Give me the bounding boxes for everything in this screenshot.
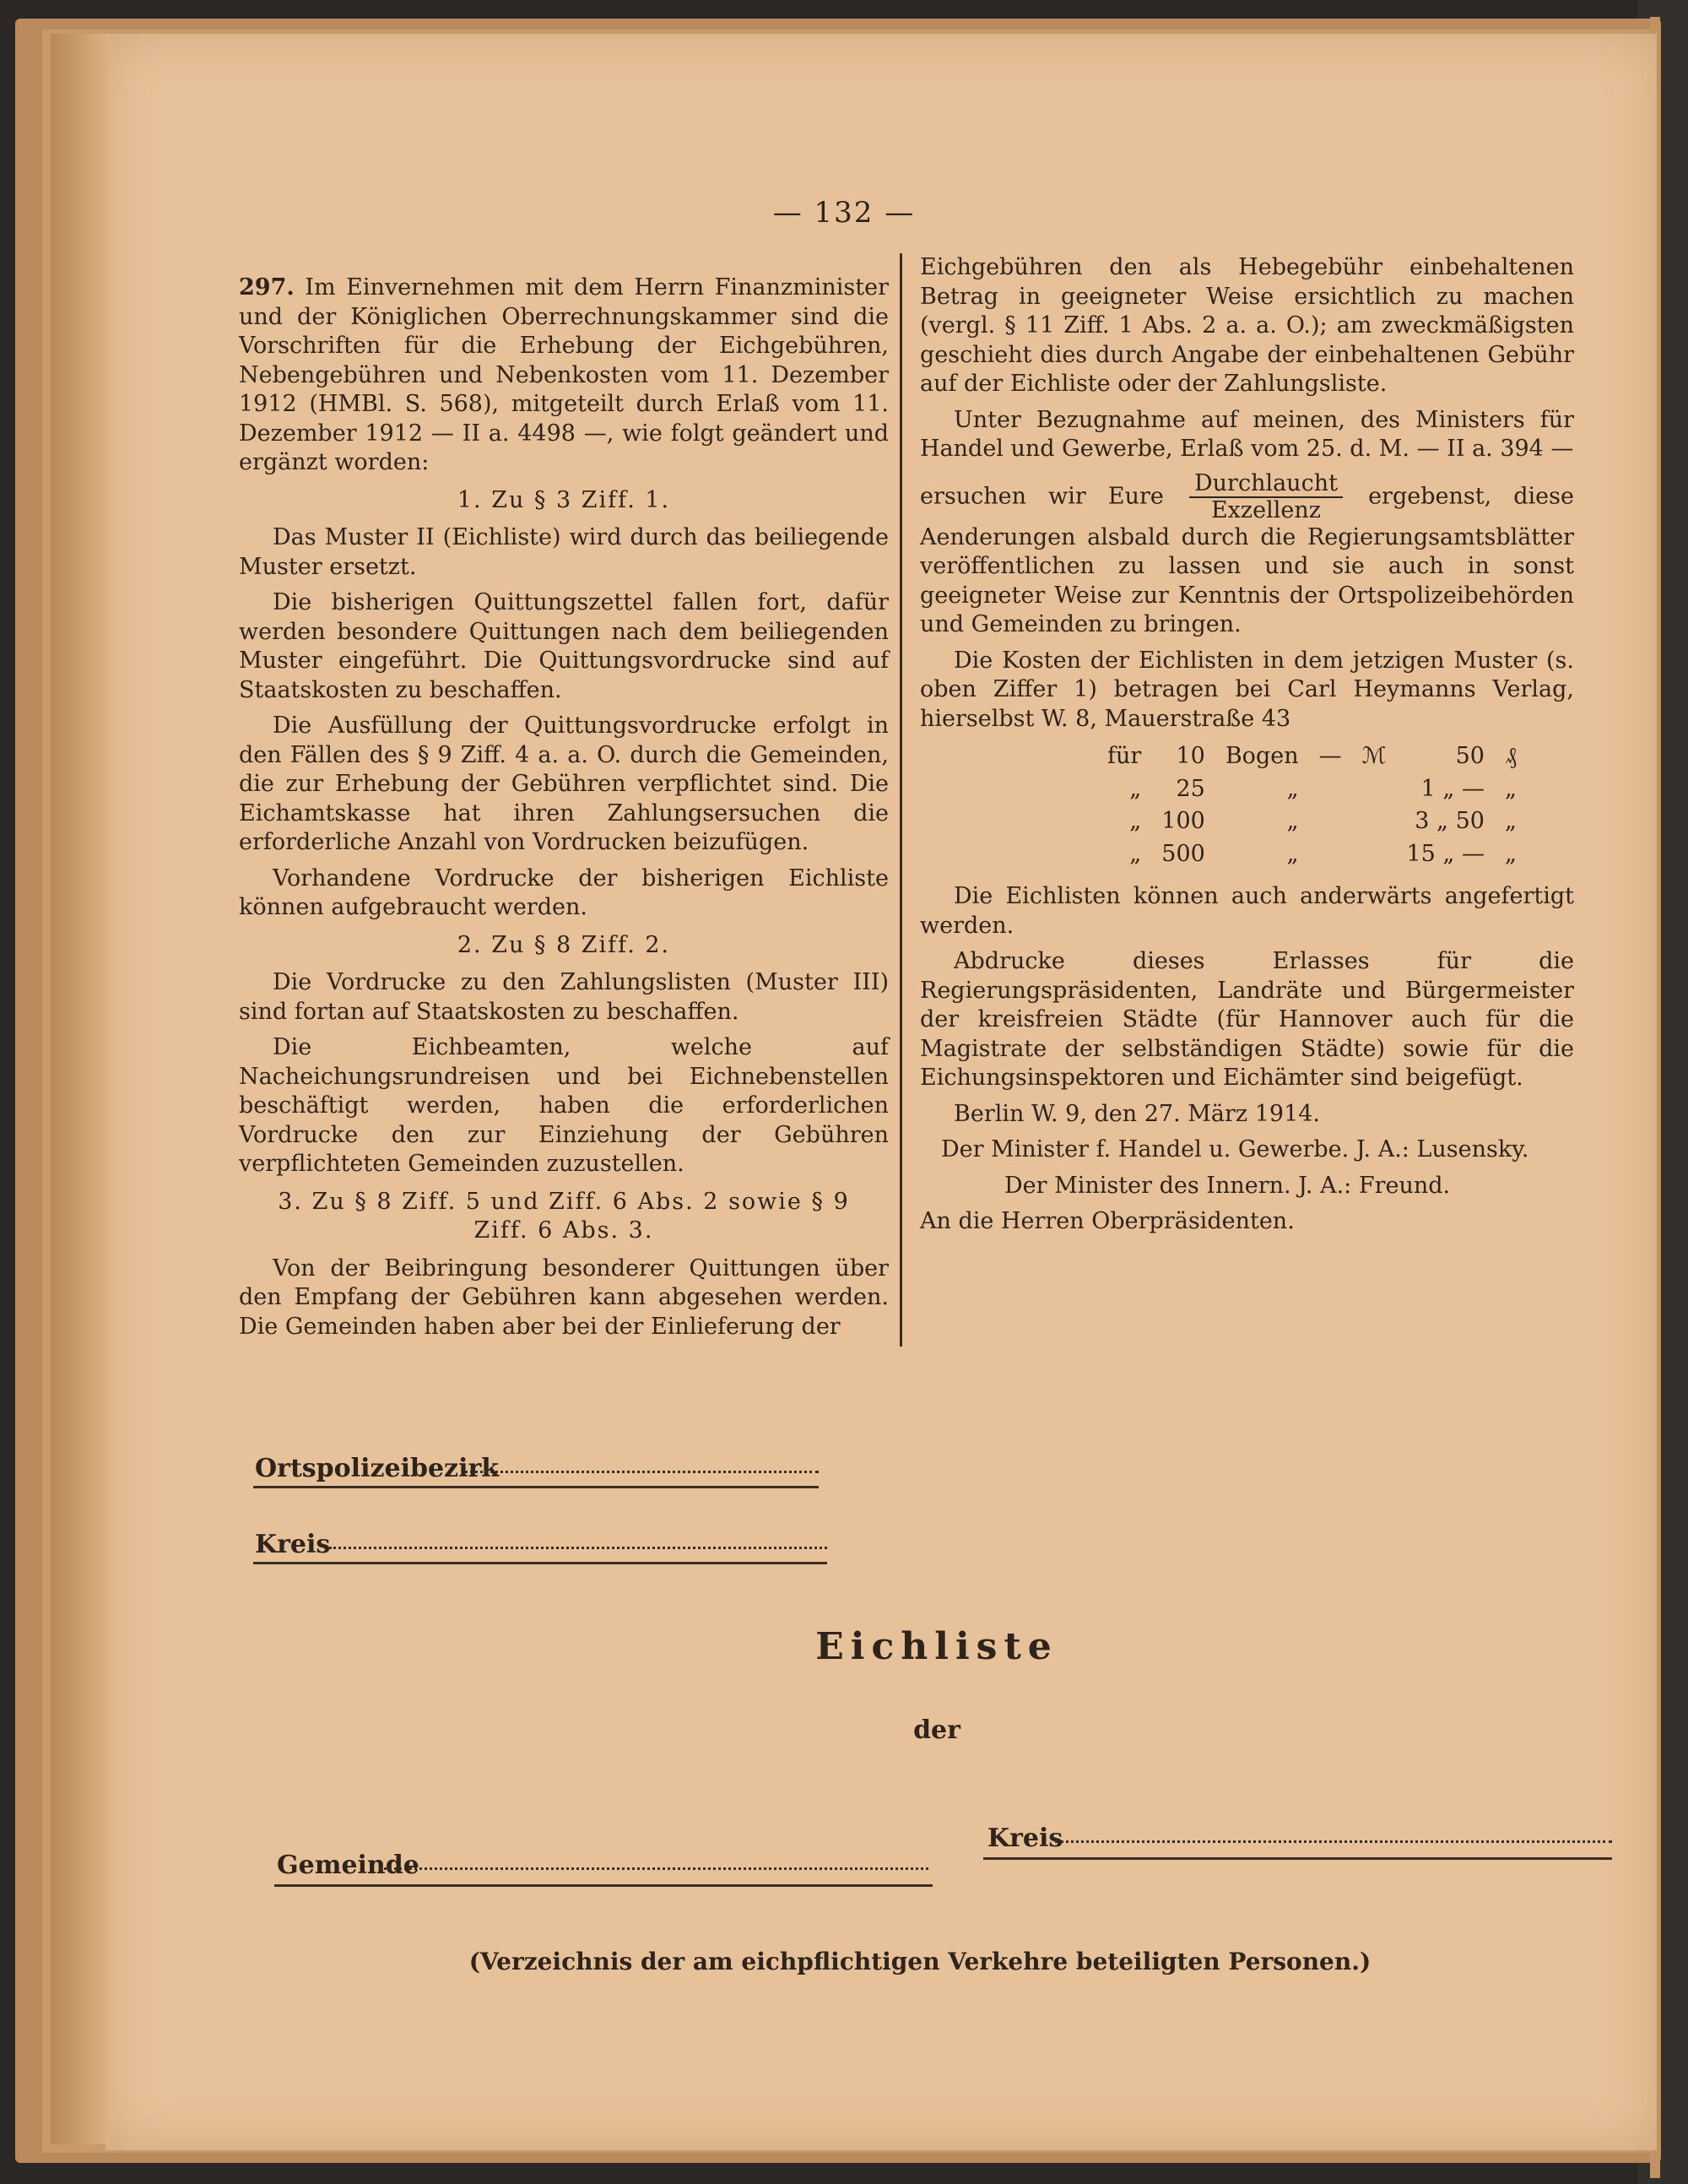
kreis-underline-bottom (983, 1857, 1612, 1860)
fraction-top: Durchlaucht (1189, 471, 1343, 498)
price-cell-prefix: „ (1129, 840, 1142, 867)
intro-text: Im Einvernehmen mit dem Herrn Finanzminister und der Königlichen Oberrechnungskammer sind die Vorschriften für die Erhebung der Eichgebühren, Nebengebühren und Nebenkosten vom 11. Dezember 1912 (HMBl. S. 568), mitgeteilt durch Erlaß vom 11. Dezember 1912 — II a. 4498 —, wie folgt geändert und ergänzt worden: (239, 274, 889, 475)
kreis-label-top: Kreis (255, 1530, 331, 1559)
page-number: — 132 — (772, 196, 916, 230)
price-cell-currency: „ (1504, 775, 1517, 802)
place-date: Berlin W. 9, den 27. März 1914. (954, 1100, 1321, 1127)
price-cell-amount: 50 (1455, 743, 1485, 769)
price-cell-count: 25 (1176, 775, 1205, 802)
price-cell-unit: „ (1286, 808, 1299, 834)
elsewhere-paragraph: Die Eichlisten können auch anderwärts angefertigt werden. (920, 883, 1574, 939)
request-text-end: ergebenst, diese Aenderungen alsbald durch die Regierungsamtsblätter veröffentlichen zu lassen und sie auch in sonst geeigneter Weise zur Kenntnis der Ortspolizeibehörden und Gemeinden zu bringen. (920, 483, 1574, 637)
price-row (1097, 838, 1527, 871)
section-3-paragraph-1: Von der Beibringung besonderer Quittungen über den Empfang der Gebühren kann abgesehen werden. Die Gemeinden haben aber bei der Einlieferung der (239, 1255, 889, 1340)
price-cell-unit: „ (1286, 775, 1299, 802)
price-cell-mark (1352, 773, 1397, 806)
price-cell-dash (1309, 805, 1352, 838)
form-footnote: (Verzeichnis der am eichpflichtigen Verkehre beteiligten Personen.) (468, 1948, 1372, 1975)
section-1-paragraph-1: Das Muster II (Eichliste) wird durch das beiliegende Muster ersetzt. (239, 524, 889, 580)
section-3-heading-line-2: Ziff. 6 Abs. 3. (473, 1217, 654, 1244)
copies-paragraph: Abdrucke dieses Erlasses für die Regierungspräsidenten, Landräte und Bürgermeister der kreisfreien Städte (für Hannover auch für die Magistrate der selbständigen Städte) sowie für die Eichungsinspektoren und Eichämter sind beigefügt. (920, 948, 1574, 1091)
request-paragraph (920, 471, 1574, 640)
gemeinde-fill-line (380, 1867, 928, 1870)
price-cell-unit: „ (1286, 840, 1299, 867)
section-1-paragraph-2: Die bisherigen Quittungszettel fallen fort, dafür werden besondere Quittungen nach dem beiliegenden Muster eingeführt. Die Quittungsvordrucke sind auf Staatskosten zu beschaffen. (239, 589, 889, 703)
price-cell-amount: 1 „ — (1420, 775, 1485, 802)
price-cell-dash (1309, 773, 1352, 806)
title-fraction (1189, 471, 1343, 523)
left-column (239, 274, 889, 1348)
price-cell-count: 10 (1176, 743, 1205, 769)
price-cell-count: 500 (1161, 840, 1205, 867)
section-1-paragraph-4: Vorhandene Vordrucke der bisherigen Eichliste können aufgebraucht werden. (239, 864, 889, 920)
section-1-heading: 1. Zu § 3 Ziff. 1. (457, 486, 671, 513)
price-cell-prefix: „ (1129, 808, 1142, 834)
price-row (1097, 773, 1527, 806)
price-cell-dash (1309, 838, 1352, 871)
kreis-label-bottom: Kreis (987, 1824, 1063, 1853)
price-row (1097, 805, 1527, 838)
addressee: An die Herren Oberpräsidenten. (920, 1208, 1295, 1234)
price-table (1097, 740, 1527, 870)
price-cell-unit: Bogen (1225, 743, 1299, 769)
continuation-paragraph: Eichgebühren den als Hebegebühr einbehaltenen Betrag in geeigneter Weise ersichtlich zu machen (vergl. § 11 Ziff. 1 Abs. 2 a. a. O.); am zweckmäßigsten geschieht dies durch Angabe der einbehaltenen Gebühr auf der Eichliste oder der Zahlungsliste. (920, 254, 1574, 397)
price-cell-mark: ℳ (1361, 743, 1387, 769)
price-cell-currency: ₰ (1505, 743, 1517, 769)
form-title: Eichliste (815, 1625, 1058, 1668)
reference-paragraph: Unter Bezugnahme auf meinen, des Ministers für Handel und Gewerbe, Erlaß vom 25. d. M. — II a. 394 — (920, 406, 1574, 462)
right-column (920, 253, 1574, 1244)
section-2-paragraph-1: Die Vordrucke zu den Zahlungslisten (Muster III) sind fortan auf Staatskosten zu beschaffen. (239, 969, 889, 1025)
section-3-heading-line-1: 3. Zu § 8 Ziff. 5 und Ziff. 6 Abs. 2 sowie § 9 (278, 1188, 850, 1215)
costs-paragraph: Die Kosten der Eichlisten in dem jetzigen Muster (s. oben Ziffer 1) betragen bei Carl Heymanns Verlag, hierselbst W. 8, Mauerstraße 43 (920, 647, 1574, 732)
form-title-sub: der (913, 1715, 960, 1745)
kreis-fill-line-top (329, 1547, 827, 1549)
fraction-bottom: Exzellenz (1210, 496, 1321, 523)
signature-interior-minister: Der Minister des Innern. J. A.: Freund. (1004, 1172, 1451, 1199)
request-text-start: ersuchen wir Eure (920, 483, 1164, 509)
decree-number: 297. (239, 274, 295, 301)
kreis-underline-top (253, 1562, 827, 1564)
price-cell-currency: „ (1504, 808, 1517, 834)
price-cell-mark (1352, 805, 1397, 838)
signature-trade-minister: Der Minister f. Handel u. Gewerbe. J. A.: Lusensky. (941, 1136, 1529, 1162)
kreis-fill-line-bottom (1055, 1840, 1612, 1843)
price-cell-dash: — (1318, 743, 1342, 769)
section-1-paragraph-3: Die Ausfüllung der Quittungsvordrucke erfolgt in den Fällen des § 9 Ziff. 4 a. a. O. durch die Gemeinden, die zur Erhebung der Gebühren verpflichtet sind. Die Eichamtskasse hat ihren Zahlungsersuchen die erforderliche Anzahl von Vordrucken beizufügen. (239, 713, 889, 855)
district-label: Ortspolizeibezirk (255, 1454, 500, 1483)
district-fill-line (464, 1471, 819, 1473)
intro-paragraph (239, 274, 889, 478)
section-2-paragraph-2: Die Eichbeamten, welche auf Nacheichungsrundreisen und bei Eichnebenstellen beschäftigt werden, haben die erforderlichen Vordrucke den zur Einziehung der Gebühren verpflichteten Gemeinden zuzustellen. (239, 1034, 889, 1177)
gemeinde-underline (274, 1884, 933, 1887)
district-underline (253, 1486, 819, 1488)
price-row (1097, 740, 1527, 773)
price-cell-currency: „ (1504, 840, 1517, 867)
price-cell-mark (1352, 838, 1397, 871)
page-gutter (51, 34, 110, 2144)
price-cell-count: 100 (1161, 808, 1205, 834)
section-2-heading: 2. Zu § 8 Ziff. 2. (457, 931, 671, 958)
column-divider (900, 253, 902, 1347)
price-cell-amount: 3 „ 50 (1415, 808, 1485, 834)
price-cell-amount: 15 „ — (1406, 840, 1485, 867)
price-cell-prefix: für (1107, 743, 1142, 769)
gemeinde-label: Gemeinde (277, 1851, 419, 1880)
price-cell-prefix: „ (1129, 775, 1142, 802)
